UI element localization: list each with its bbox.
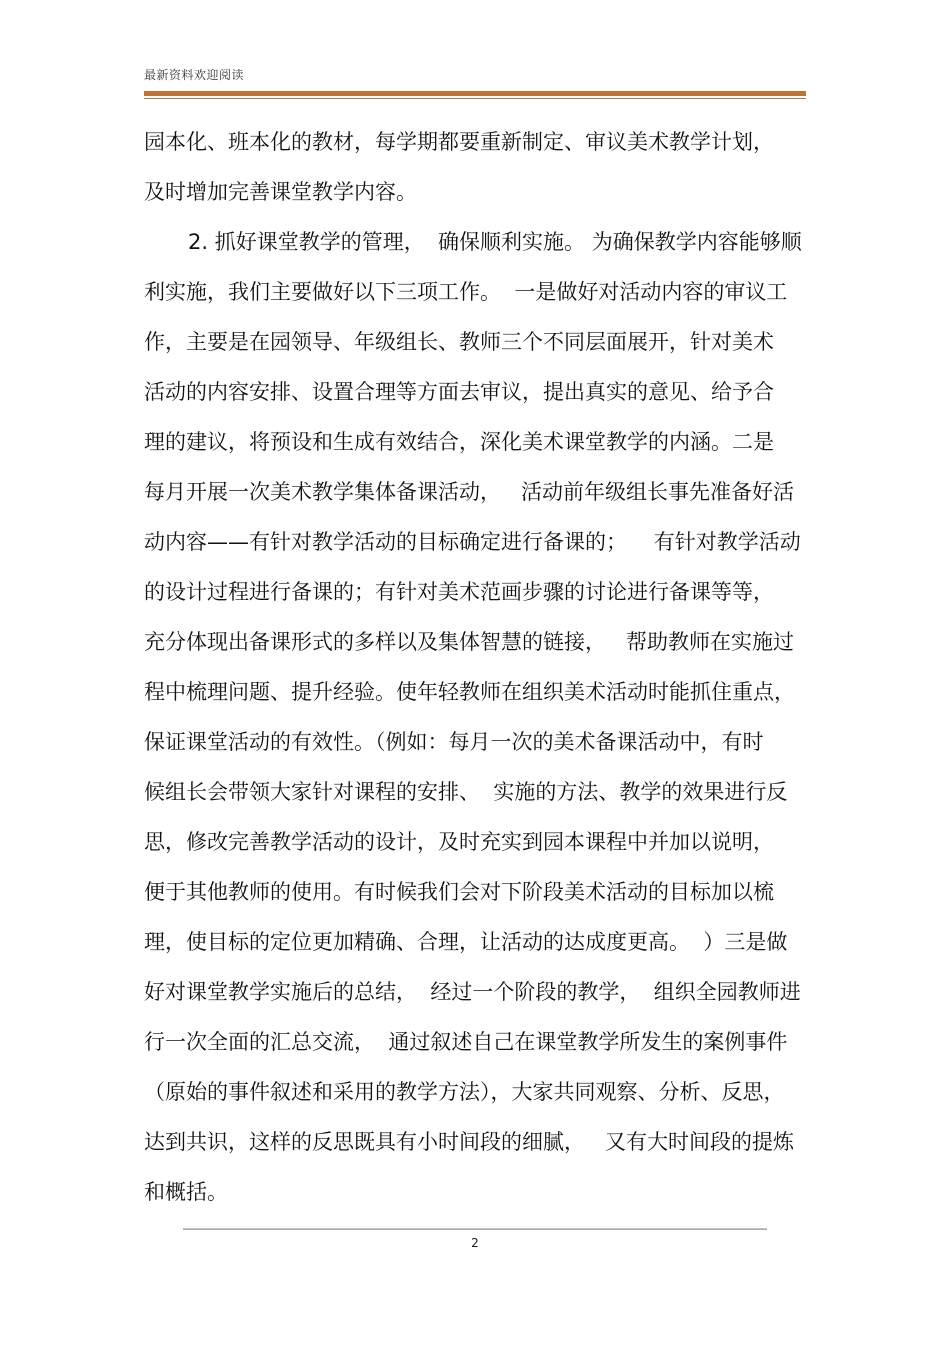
body-text-line: （原始的事件叙述和采用的教学方法），大家共同观察、分析、反思， (144, 1080, 785, 1104)
body-text-line: 行一次全面的汇总交流， 通过叙述自己在课堂教学所发生的案例事件 (144, 1030, 788, 1054)
page-number: 2 (471, 1236, 479, 1250)
footer-rule (183, 1228, 767, 1230)
body-text-line: 好对课堂教学实施后的总结， 经过一个阶段的教学， 组织全园教师进 (144, 980, 801, 1004)
body-text-line: 达到共识，这样的反思既具有小时间段的细腻， 又有大时间段的提炼 (144, 1130, 795, 1154)
body-text-line: 充分体现出备课形式的多样以及集体智慧的链接， 帮助教师在实施过 (144, 630, 795, 654)
body-text-line: 和概括。 (144, 1180, 228, 1204)
body-text-line: 园本化、班本化的教材，每学期都要重新制定、审议美术教学计划， (144, 130, 774, 154)
body-text-line: 每月开展一次美术教学集体备课活动， 活动前年级组长事先准备好活 (144, 480, 795, 504)
body-text-line: 作，主要是在园领导、年级组长、教师三个不同层面展开，针对美术 (144, 330, 774, 354)
body-text-line: 动内容——有针对教学活动的目标确定进行备课的； 有针对教学活动 (144, 530, 801, 554)
body-text-line: 保证课堂活动的有效性。（例如：每月一次的美术备课活动中，有时 (144, 730, 764, 754)
body-text-line: 便于其他教师的使用。有时候我们会对下阶段美术活动的目标加以梳 (144, 880, 774, 904)
header-rule (144, 91, 806, 96)
body-text-line: 理，使目标的定位更加精确、合理，让活动的达成度更高。 ）三是做 (144, 930, 788, 954)
body-text-line: 2. 抓好课堂教学的管理， 确保顺利实施。 为确保教学内容能够顺 (188, 230, 802, 254)
body-text-line: 程中梳理问题、提升经验。使年轻教师在组织美术活动时能抓住重点， (144, 680, 795, 704)
body-text-line: 候组长会带领大家针对课程的安排、 实施的方法、教学的效果进行反 (144, 780, 788, 804)
body-text-line: 思，修改完善教学活动的设计，及时充实到园本课程中并加以说明， (144, 830, 774, 854)
header-rule-thin (144, 98, 806, 99)
body-text-line: 理的建议，将预设和生成有效结合，深化美术课堂教学的内涵。二是 (144, 430, 774, 454)
body-text-line: 及时增加完善课堂教学内容。 (144, 180, 417, 204)
body-text-line: 利实施，我们主要做好以下三项工作。 一是做好对活动内容的审议工 (144, 280, 788, 304)
body-text-line: 活动的内容安排、设置合理等方面去审议，提出真实的意见、给予合 (144, 380, 774, 404)
body-text-line: 的设计过程进行备课的；有针对美术范画步骤的讨论进行备课等等， (144, 580, 774, 604)
page-header-text: 最新资料欢迎阅读 (144, 68, 245, 82)
